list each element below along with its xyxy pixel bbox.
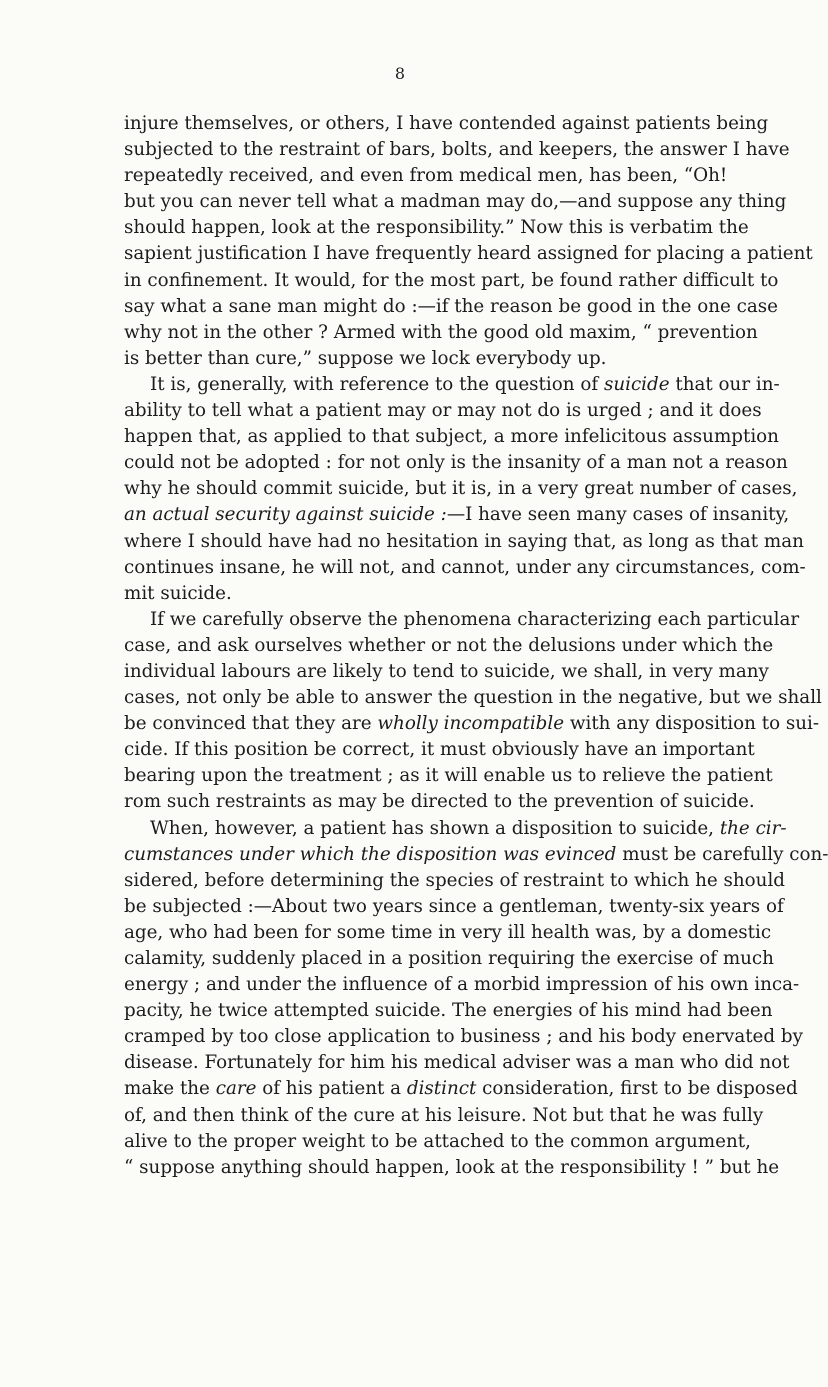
text-segment: is better than cure,” suppose we lock everybody up. xyxy=(124,347,607,369)
text-segment: continues insane, he will not, and cannot, under any circumstances, com- xyxy=(124,556,806,578)
text-segment: cide. If this position be correct, it must obviously have an important xyxy=(124,739,755,761)
text-line xyxy=(124,972,800,998)
text-segment: pacity, he twice attempted suicide. The energies of his mind had been xyxy=(124,1000,773,1022)
text-segment: repeatedly received, and even from medical men, has been, “Oh! xyxy=(124,165,728,187)
text-segment: calamity, suddenly placed in a position requiring the exercise of much xyxy=(124,948,774,969)
italic-text: an actual security against suicide : xyxy=(124,504,447,526)
text-segment: happen that, as applied to that subject, a more infelicitous assumption xyxy=(124,426,779,448)
text-line xyxy=(124,215,749,241)
text-line xyxy=(124,633,774,659)
text-line xyxy=(124,894,784,920)
text-segment: alive to the proper weight to be attached to the common argument, xyxy=(124,1130,751,1152)
text-line xyxy=(124,1050,790,1076)
text-line xyxy=(124,450,788,476)
text-segment: be subjected :—About two years since a gentleman, twenty-six years of xyxy=(124,895,784,917)
text-segment: be convinced that they are xyxy=(124,713,378,735)
text-line xyxy=(124,320,758,346)
italic-text: cumstances under which the disposition was evinced xyxy=(124,843,617,865)
text-segment: It is, generally, with reference to the question of xyxy=(150,373,604,395)
text-line xyxy=(124,163,728,189)
text-segment: must be carefully con- xyxy=(616,843,828,865)
text-line xyxy=(124,1024,803,1050)
text-line xyxy=(124,111,769,137)
text-segment: why he should commit suicide, but it is, in a very great number of cases, xyxy=(124,478,798,500)
text-segment: of, and then think of the cure at his leisure. Not but that he was fully xyxy=(124,1104,764,1126)
text-segment: with any disposition to sui- xyxy=(564,713,820,735)
page-number: 8 xyxy=(394,64,406,83)
text-line xyxy=(124,998,773,1024)
text-segment: make the xyxy=(124,1078,216,1100)
text-segment: disease. Fortunately for him his medical adviser was a man who did not xyxy=(124,1052,790,1074)
text-line xyxy=(124,529,804,555)
text-line xyxy=(124,685,822,711)
text-segment: mit suicide. xyxy=(124,582,232,604)
text-segment: “ suppose anything should happen, look at the responsibility ! ” but he xyxy=(124,1156,780,1178)
text-line xyxy=(124,842,828,868)
italic-text: care xyxy=(215,1078,257,1100)
text-line xyxy=(124,946,774,972)
text-line xyxy=(124,1103,764,1129)
text-segment: —I have seen many cases of insanity, xyxy=(446,504,790,526)
text-line xyxy=(124,789,755,815)
text-segment: age, who had been for some time in very ill health was, by a domestic xyxy=(124,921,772,943)
text-segment: When, however, a patient has shown a disposition to suicide, xyxy=(150,817,720,839)
text-line xyxy=(124,424,779,450)
text-segment: could not be adopted : for not only is the insanity of a man not a reason xyxy=(124,452,788,474)
text-line xyxy=(124,920,772,946)
text-line xyxy=(124,502,790,528)
text-line xyxy=(124,1076,798,1102)
text-segment: cramped by too close application to business ; and his body enervated by xyxy=(124,1026,803,1048)
text-line xyxy=(124,659,769,685)
text-segment: in confinement. It would, for the most part, be found rather difficult to xyxy=(124,269,779,291)
text-line xyxy=(124,1155,780,1181)
text-line xyxy=(124,737,755,763)
text-segment: but you can never tell what a madman may do,—and suppose any thing xyxy=(124,191,787,213)
text-segment: sapient justification I have frequently heard assigned for placing a patient xyxy=(124,243,813,265)
text-segment: energy ; and under the influence of a morbid impression of his own inca- xyxy=(124,974,800,996)
text-segment: If we carefully observe the phenomena characterizing each particular xyxy=(150,608,800,630)
text-line xyxy=(124,294,778,320)
text-segment: subjected to the restraint of bars, bolts, and keepers, the answer I have xyxy=(124,139,790,161)
text-segment: individual labours are likely to tend to suicide, we shall, in very many xyxy=(124,660,769,682)
text-segment: should happen, look at the responsibility.” Now this is verbatim the xyxy=(124,217,749,239)
text-line xyxy=(124,763,773,789)
text-line xyxy=(124,607,800,633)
text-segment: rom such restraints as may be directed to the prevention of suicide. xyxy=(124,791,755,813)
text-segment: injure themselves, or others, I have contended against patients being xyxy=(124,113,769,134)
text-segment: case, and ask ourselves whether or not the delusions under which the xyxy=(124,634,774,656)
text-segment: consideration, first to be disposed xyxy=(476,1078,798,1100)
text-line xyxy=(124,581,684,607)
body-text xyxy=(124,111,828,1181)
text-line xyxy=(124,816,787,842)
italic-text: the cir- xyxy=(719,817,787,839)
text-segment: where I should have had no hesitation in saying that, as long as that man xyxy=(124,530,804,552)
text-line xyxy=(124,1129,751,1155)
text-line xyxy=(124,137,790,163)
text-line xyxy=(124,476,798,502)
text-segment: ability to tell what a patient may or may not do is urged ; and it does xyxy=(124,400,762,422)
text-segment: sidered, before determining the species of restraint to which he should xyxy=(124,869,785,891)
italic-text: distinct xyxy=(406,1078,477,1100)
text-segment: cases, not only be able to answer the question in the negative, but we shall xyxy=(124,687,822,709)
text-segment: bearing upon the treatment ; as it will enable us to relieve the patient xyxy=(124,765,773,787)
text-segment: say what a sane man might do :—if the reason be good in the one case xyxy=(124,295,778,317)
text-line xyxy=(124,868,785,894)
text-line xyxy=(124,372,780,398)
text-segment: why not in the other ? Armed with the good old maxim, “ prevention xyxy=(124,321,758,343)
text-line xyxy=(124,555,806,581)
text-line xyxy=(124,268,779,294)
text-line xyxy=(124,346,684,372)
text-line xyxy=(124,711,820,737)
text-segment: of his patient a xyxy=(256,1078,407,1100)
text-line xyxy=(124,398,762,424)
text-line xyxy=(124,189,787,215)
italic-text: suicide xyxy=(603,373,670,395)
text-segment: that our in- xyxy=(669,373,780,395)
italic-text: wholly incompatible xyxy=(377,713,565,735)
text-line xyxy=(124,241,813,267)
